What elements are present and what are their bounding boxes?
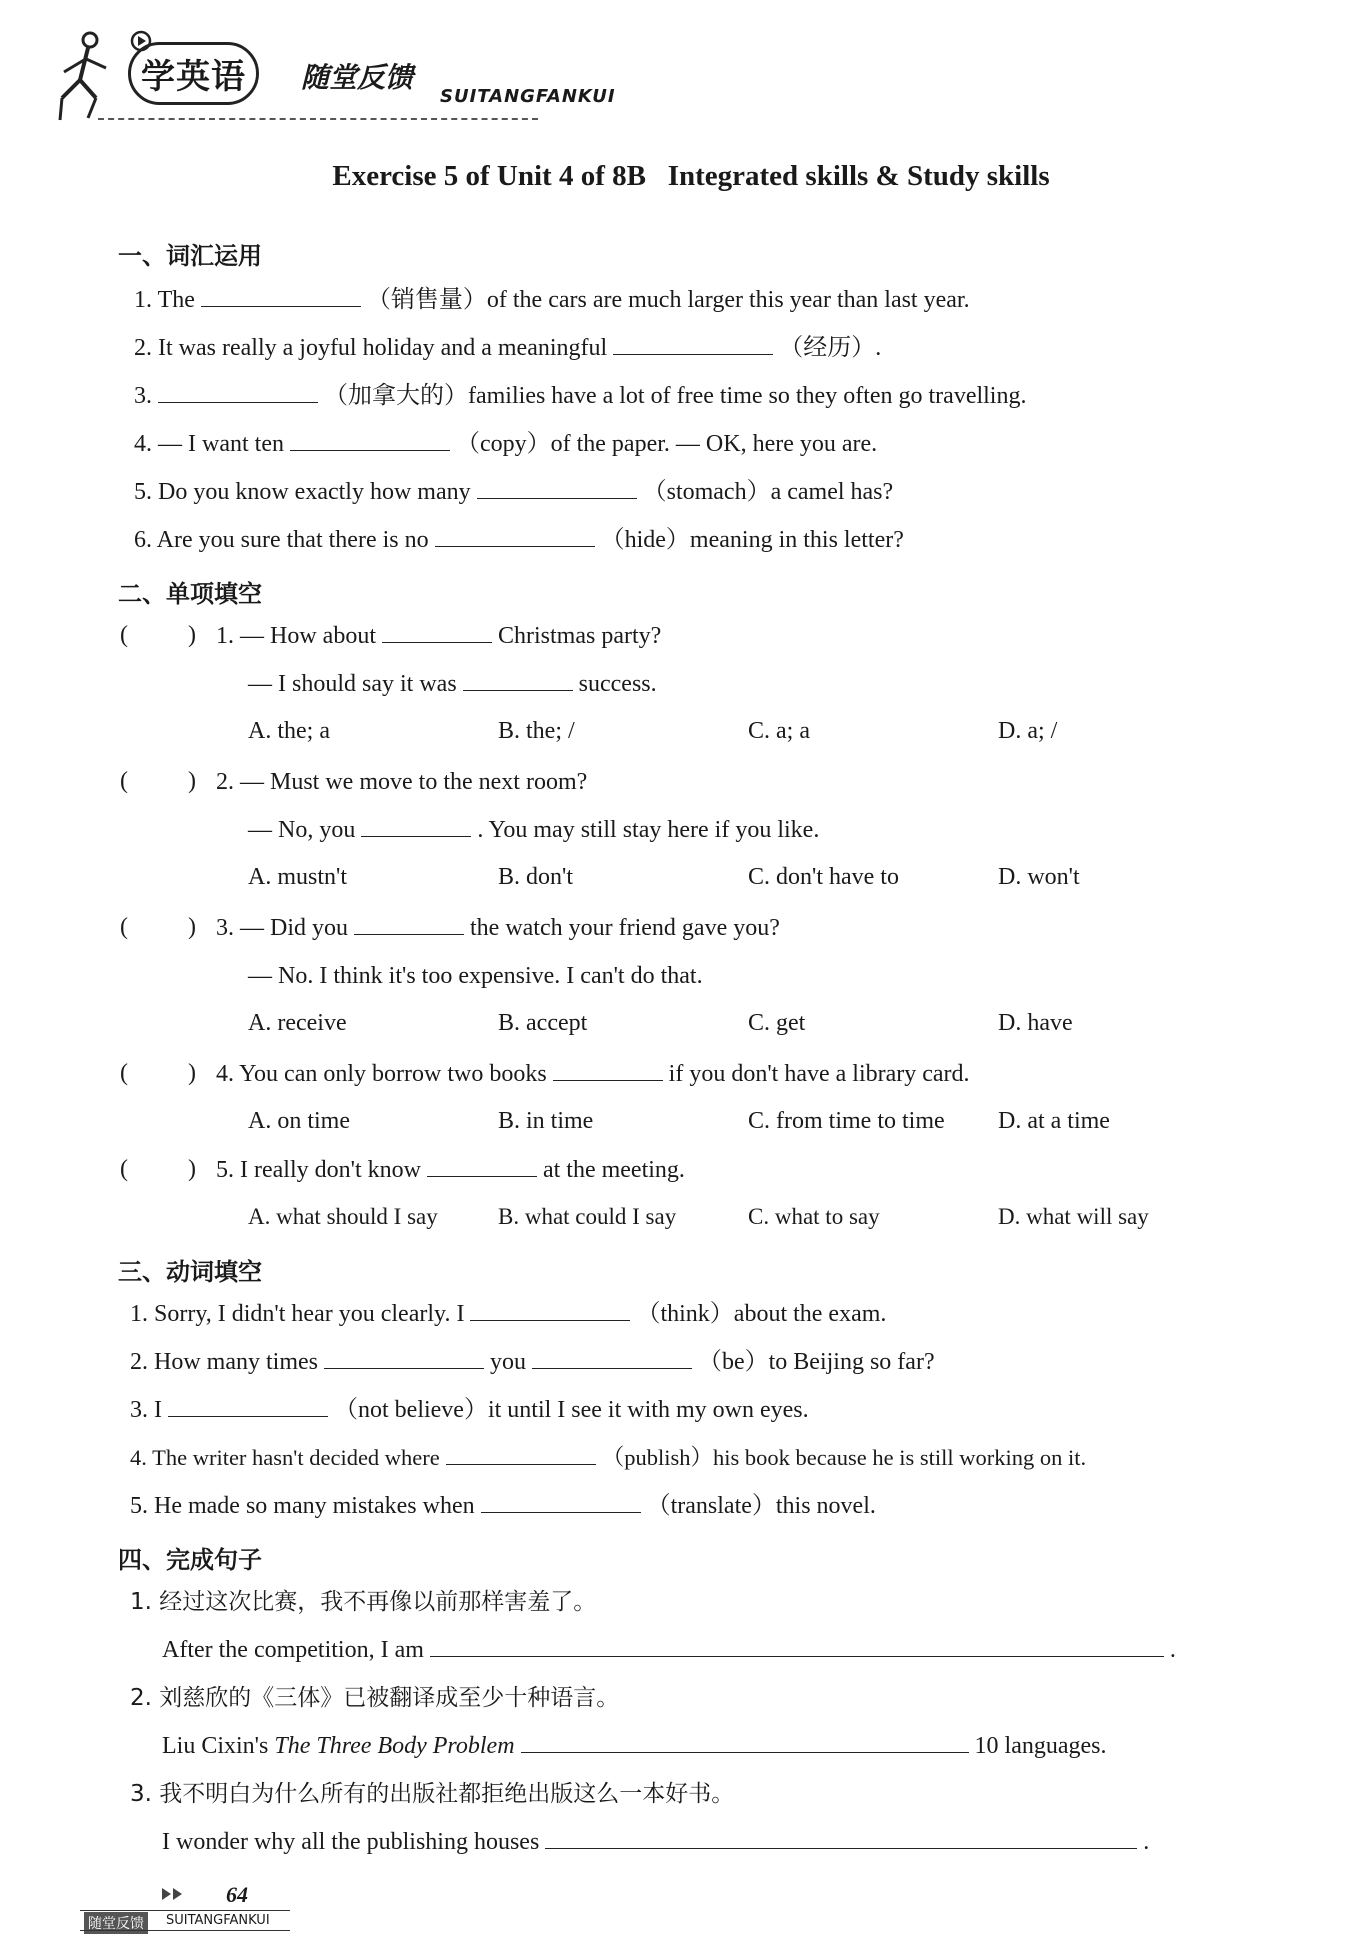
mc-q3-stem: 3. — Did you (216, 915, 348, 941)
section-3-heading: 三、动词填空 (118, 1258, 262, 1286)
header (58, 28, 758, 128)
sentence-3-end: . (1143, 1829, 1150, 1855)
mc-q1-line2 (248, 668, 657, 700)
answer-blank[interactable] (427, 1154, 537, 1177)
footer-logo: 随堂反馈 (84, 1912, 148, 1934)
sentence-3-prompt: I wonder why all the publishing houses (162, 1829, 540, 1855)
answer-blank[interactable] (324, 1346, 484, 1369)
logo-title: 学英语 (128, 42, 259, 105)
mc-q1-option-d[interactable]: D. a; / (998, 718, 1058, 744)
answer-blank[interactable] (446, 1442, 596, 1465)
verb-item-4 (130, 1442, 1086, 1474)
answer-paren-close: ) (188, 622, 196, 648)
sentence-2-chinese: 2. 刘慈欣的《三体》已被翻译成至少十种语言。 (130, 1685, 620, 1711)
logo-pinyin: SUITANGFANKUI (440, 86, 616, 107)
vocab-item-4-post: （copy）of the paper. — OK, here you are. (455, 431, 878, 457)
mc-q5-option-d[interactable]: D. what will say (998, 1204, 1149, 1229)
mc-q5-option-a[interactable]: A. what should I say (248, 1204, 438, 1229)
verb-item-5 (130, 1490, 876, 1522)
footer (80, 1882, 380, 1932)
mc-q3-option-a[interactable]: A. receive (248, 1010, 347, 1036)
sentence-3-english (162, 1826, 1149, 1858)
mc-q1-reply: — I should say it was (248, 671, 457, 697)
mc-q4-option-d[interactable]: D. at a time (998, 1108, 1110, 1134)
sentence-2-prompt: Liu Cixin's (162, 1733, 269, 1759)
verb-item-3-post: （not believe）it until I see it with my own eyes. (334, 1397, 809, 1423)
verb-item-4-post: （publish）his book because he is still working on it. (601, 1445, 1087, 1470)
answer-blank[interactable] (290, 428, 450, 451)
sentence-2-english (162, 1730, 1107, 1762)
vocab-item-6-post: （hide）meaning in this letter? (600, 527, 904, 553)
mc-q3-option-b[interactable]: B. accept (498, 1010, 588, 1036)
vocab-item-5 (134, 476, 893, 508)
mc-q3-line1 (216, 912, 780, 944)
answer-blank[interactable] (201, 284, 361, 307)
logo-subtitle: 随堂反馈 (301, 61, 414, 94)
section-2-heading: 二、单项填空 (118, 580, 262, 608)
mc-q4-option-c[interactable]: C. from time to time (748, 1108, 945, 1134)
mc-q2-option-b[interactable]: B. don't (498, 864, 573, 890)
mc-q1-option-a[interactable]: A. the; a (248, 718, 330, 744)
mc-q5-line1 (216, 1154, 685, 1186)
mc-q3-stem-end: the watch your friend gave you? (470, 915, 780, 941)
answer-paren-close: ) (188, 1156, 196, 1182)
answer-blank[interactable] (382, 620, 492, 643)
verb-item-2-post: （be）to Beijing so far? (697, 1349, 935, 1375)
answer-blank[interactable] (553, 1058, 663, 1081)
vocab-item-1 (134, 284, 970, 316)
vocab-item-3-post: （加拿大的）families have a lot of free time so they often go travelling. (324, 383, 1027, 409)
vocab-item-2 (134, 332, 881, 364)
vocab-item-1-pre: 1. The (134, 287, 195, 313)
answer-paren-open: ( (120, 622, 128, 648)
page-title: Exercise 5 of Unit 4 of 8B Integrated skills & Study skills (332, 160, 1050, 192)
verb-item-2-pre: 2. How many times (130, 1349, 318, 1375)
header-divider (98, 118, 538, 120)
mc-q2-reply: — No, you (248, 817, 356, 843)
verb-item-4-pre: 4. The writer hasn't decided where (130, 1445, 440, 1470)
mc-q5-option-c[interactable]: C. what to say (748, 1204, 880, 1229)
verb-item-1-post: （think）about the exam. (636, 1301, 887, 1327)
answer-blank[interactable] (463, 668, 573, 691)
mc-q1-stem-end: Christmas party? (497, 623, 662, 649)
verb-item-3-pre: 3. I (130, 1397, 162, 1423)
vocab-item-3-pre: 3. (134, 383, 152, 409)
mc-q1-line1 (216, 620, 661, 652)
verb-item-5-pre: 5. He made so many mistakes when (130, 1493, 475, 1519)
mc-q2-option-d[interactable]: D. won't (998, 864, 1080, 890)
verb-item-5-post: （translate）this novel. (646, 1493, 876, 1519)
vocab-item-6 (134, 524, 904, 556)
section-1-heading: 一、词汇运用 (118, 242, 262, 270)
answer-blank[interactable] (435, 524, 595, 547)
mc-q4-option-b[interactable]: B. in time (498, 1108, 594, 1134)
sentence-1-prompt: After the competition, I am (162, 1637, 424, 1663)
answer-paren-open: ( (120, 768, 128, 794)
answer-paren-open: ( (120, 914, 128, 940)
answer-blank[interactable] (361, 814, 471, 837)
mc-q2-line2 (248, 814, 819, 846)
mc-q5-stem-end: at the meeting. (542, 1157, 685, 1183)
mc-q3-line2: — No. I think it's too expensive. I can't do that. (248, 963, 703, 989)
answer-blank[interactable] (613, 332, 773, 355)
sentence-1-end: . (1169, 1637, 1176, 1663)
vocab-item-5-post: （stomach）a camel has? (642, 479, 894, 505)
mc-q1-option-b[interactable]: B. the; / (498, 718, 575, 744)
vocab-item-1-post: （销售量）of the cars are much larger this year than last year. (366, 287, 970, 313)
vocab-item-2-pre: 2. It was really a joyful holiday and a meaningful (134, 335, 608, 361)
mc-q1-stem: 1. — How about (216, 623, 376, 649)
answer-blank[interactable] (481, 1490, 641, 1513)
mc-q1-option-c[interactable]: C. a; a (748, 718, 810, 744)
answer-blank[interactable] (545, 1826, 1137, 1849)
answer-paren-close: ) (188, 914, 196, 940)
verb-item-2 (130, 1346, 935, 1378)
double-arrow-icon (162, 1888, 184, 1900)
answer-paren-close: ) (188, 1060, 196, 1086)
book-title: The Three Body Problem (274, 1733, 515, 1759)
answer-paren-close: ) (188, 768, 196, 794)
answer-blank[interactable] (521, 1730, 969, 1753)
mc-q3-option-d[interactable]: D. have (998, 1010, 1073, 1036)
footer-rule (80, 1930, 290, 1931)
vocab-item-4 (134, 428, 877, 460)
answer-blank[interactable] (532, 1346, 692, 1369)
answer-blank[interactable] (430, 1634, 1164, 1657)
page-number: 64 (226, 1882, 248, 1907)
section-4-heading: 四、完成句子 (118, 1546, 262, 1574)
mc-q5-option-b[interactable]: B. what could I say (498, 1204, 677, 1229)
runner-icon (58, 28, 128, 128)
vocab-item-3 (134, 380, 1026, 412)
sentence-2-end: 10 languages. (974, 1733, 1107, 1759)
answer-blank[interactable] (470, 1298, 630, 1321)
verb-item-3 (130, 1394, 809, 1426)
mc-q2-option-a[interactable]: A. mustn't (248, 864, 347, 890)
vocab-item-6-pre: 6. Are you sure that there is no (134, 527, 429, 553)
sentence-1-chinese: 1. 经过这次比赛，我不再像以前那样害羞了。 (130, 1589, 597, 1615)
answer-blank[interactable] (168, 1394, 328, 1417)
sentence-3-chinese: 3. 我不明白为什么所有的出版社都拒绝出版这么一本好书。 (130, 1781, 735, 1807)
mc-q2-reply-end: . You may still stay here if you like. (477, 817, 820, 843)
mc-q4-stem-end: if you don't have a library card. (668, 1061, 970, 1087)
answer-blank[interactable] (477, 476, 637, 499)
mc-q4-line1 (216, 1058, 970, 1090)
verb-item-2-mid: you (489, 1349, 526, 1375)
answer-paren-open: ( (120, 1156, 128, 1182)
sentence-1-english (162, 1634, 1176, 1666)
vocab-item-5-pre: 5. Do you know exactly how many (134, 479, 471, 505)
mc-q5-stem: 5. I really don't know (216, 1157, 421, 1183)
mc-q4-option-a[interactable]: A. on time (248, 1108, 350, 1134)
answer-blank[interactable] (354, 912, 464, 935)
answer-blank[interactable] (158, 380, 318, 403)
footer-pinyin: SUITANGFANKUI (166, 1913, 270, 1928)
mc-q2-option-c[interactable]: C. don't have to (748, 864, 899, 890)
footer-rule (80, 1910, 290, 1911)
vocab-item-4-pre: 4. — I want ten (134, 431, 284, 457)
mc-q4-stem: 4. You can only borrow two books (216, 1061, 547, 1087)
answer-paren-open: ( (120, 1060, 128, 1086)
mc-q1-reply-end: success. (578, 671, 657, 697)
mc-q3-option-c[interactable]: C. get (748, 1010, 806, 1036)
mc-q2-line1: 2. — Must we move to the next room? (216, 769, 588, 795)
verb-item-1-pre: 1. Sorry, I didn't hear you clearly. I (130, 1301, 465, 1327)
vocab-item-2-post: （经历）. (779, 335, 882, 361)
verb-item-1 (130, 1298, 886, 1330)
